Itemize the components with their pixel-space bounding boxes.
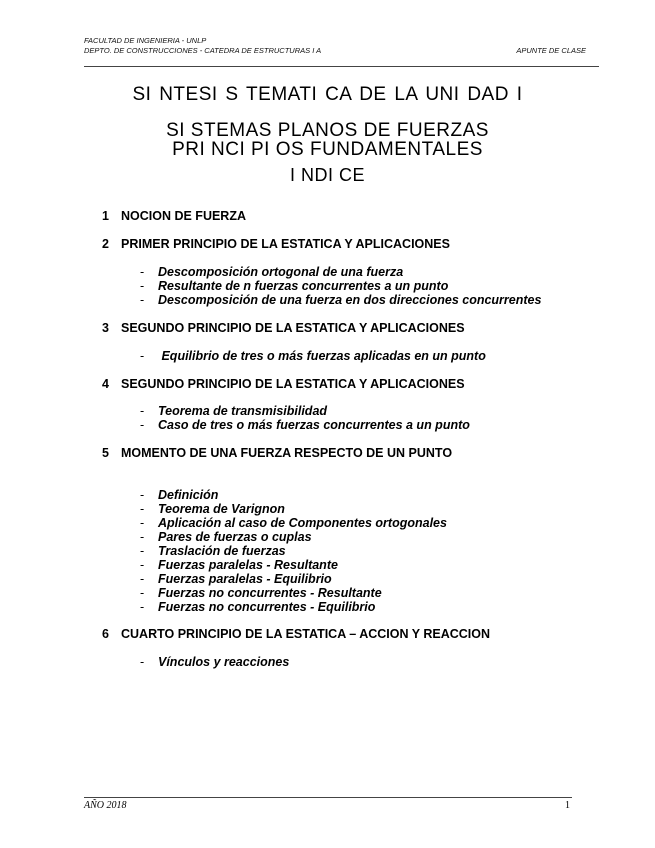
list-item: - Traslación de fuerzas [140,544,286,558]
header-department [84,46,586,55]
list-item: - Fuerzas paralelas - Resultante [140,558,338,572]
list-item: - Equilibrio de tres o más fuerzas aplicadas en un punto [140,349,486,363]
footer-rule [84,797,572,798]
section-title: MOMENTO DE UNA FUERZA RESPECTO DE UN PUNTO [121,446,453,460]
section-1 [102,209,246,223]
section-number: 4 [102,377,109,391]
list-item: - Fuerzas no concurrentes - Resultante [140,586,382,600]
subtitle-line-2: PRI NCI PI OS FUNDAMENTALES [172,139,483,160]
section-title: NOCION DE FUERZA [121,209,246,223]
list-item: - Caso de tres o más fuerzas concurrentes a un punto [140,418,470,432]
list-item: - Pares de fuerzas o cuplas [140,530,312,544]
list-item: - Vínculos y reacciones [140,655,290,669]
section-number: 3 [102,321,109,335]
page-title: SI NTESI S TEMATI CA DE LA UNI DAD I [132,84,523,105]
section-title: SEGUNDO PRINCIPIO DE LA ESTATICA Y APLICACIONES [121,321,465,335]
section-title: CUARTO PRINCIPIO DE LA ESTATICA – ACCION Y REACCION [121,627,491,641]
list-item: - Definición [140,488,219,502]
section-title: SEGUNDO PRINCIPIO DE LA ESTATICA Y APLICACIONES [121,377,465,391]
header-faculty: FACULTAD DE INGENIERIA - UNLP [84,36,207,45]
footer-year: AÑO 2018 [84,800,127,811]
list-item: - Fuerzas no concurrentes - Equilibrio [140,600,376,614]
list-item: - Resultante de n fuerzas concurrentes a un punto [140,279,449,293]
page-number: 1 [565,800,570,811]
list-item: - Descomposición de una fuerza en dos direcciones concurrentes [140,293,542,307]
section-3 [102,321,465,335]
index-heading: I NDI CE [289,165,365,185]
section-title: PRIMER PRINCIPIO DE LA ESTATICA Y APLICACIONES [121,237,450,251]
section-5 [102,446,452,460]
section-2 [102,237,450,251]
header-rule [84,66,599,67]
section-6 [102,627,490,641]
section-number: 5 [102,446,109,460]
list-item: - Descomposición ortogonal de una fuerza [140,265,404,279]
subtitle-line-1: SI STEMAS PLANOS DE FUERZAS [166,120,489,141]
list-item: - Aplicación al caso de Componentes ortogonales [140,516,447,530]
header-department-text: DEPTO. DE CONSTRUCCIONES - CATEDRA DE ESTRUCTURAS I A [84,46,322,55]
list-item: - Teorema de Varignon [140,502,285,516]
section-4 [102,377,465,391]
section-number: 2 [102,237,109,251]
section-number: 1 [102,209,109,223]
list-item: - Teorema de transmisibilidad [140,404,328,418]
header-doc-type: APUNTE DE CLASE [516,46,586,55]
list-item: - Fuerzas paralelas - Equilibrio [140,572,332,586]
section-number: 6 [102,627,109,641]
